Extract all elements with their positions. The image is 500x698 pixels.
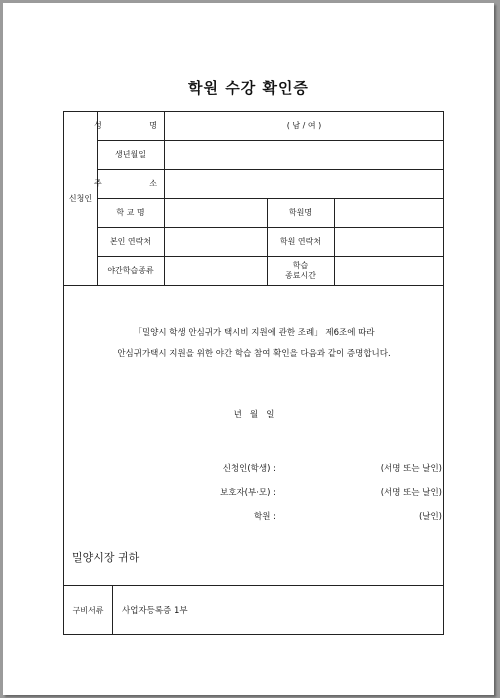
attachments-value: 사업자등록증 1부	[122, 606, 188, 616]
signature-guardian-note: (서명 또는 날인)	[380, 488, 442, 498]
academy-contact-field[interactable]	[334, 227, 444, 256]
address-field[interactable]	[164, 169, 444, 198]
gender-hint: ( 남 / 여 )	[286, 121, 322, 130]
night-class-type-field[interactable]	[164, 256, 267, 285]
form-table	[63, 111, 444, 635]
attachments-label: 구비서류	[72, 605, 104, 615]
signature-academy-label: 학원 :	[254, 512, 276, 522]
class-end-time-label-line2: 종료시간	[285, 270, 316, 280]
name-label: 성 명	[93, 121, 168, 130]
col-divider	[112, 585, 113, 635]
birthdate-field[interactable]	[164, 140, 444, 169]
night-class-type-label: 야간학습종류	[107, 265, 154, 275]
academy-contact-label: 학원 연락처	[279, 236, 322, 246]
school-field[interactable]	[164, 198, 267, 227]
address-label: 주 소	[93, 178, 168, 188]
class-end-time-label	[267, 256, 334, 285]
section-divider	[64, 285, 444, 286]
school-label: 학 교 명	[116, 207, 145, 217]
section-divider	[64, 585, 444, 586]
addressee: 밀양시장 귀하	[72, 551, 140, 564]
self-contact-field[interactable]	[164, 227, 267, 256]
statement-line-2: 안심귀가택시 지원을 위한 야간 학습 참여 확인을 다음과 같이 증명합니다.	[117, 349, 391, 359]
document-page	[3, 3, 494, 695]
birthdate-label: 생년월일	[115, 149, 146, 159]
signature-student-note: (서명 또는 날인)	[380, 464, 442, 474]
date-line: 년 월 일	[233, 410, 275, 420]
signature-academy-note: (날인)	[418, 512, 442, 522]
academy-name-field[interactable]	[334, 198, 444, 227]
academy-name-label: 학원명	[288, 207, 313, 217]
statement-line-1: 「밀양시 학생 안심귀가 택시비 지원에 관한 조례」 제6조에 따라	[133, 328, 375, 338]
class-end-time-label-line1: 학습	[292, 260, 309, 270]
applicant-section-label: 신청인	[68, 193, 93, 203]
class-end-time-field[interactable]	[334, 256, 444, 285]
signature-student-label: 신청인(학생) :	[222, 464, 276, 474]
signature-guardian-label: 보호자(부·모) :	[220, 488, 276, 498]
self-contact-label: 본인 연락처	[109, 236, 152, 246]
document-title: 학원 수강 확인증	[188, 79, 309, 97]
